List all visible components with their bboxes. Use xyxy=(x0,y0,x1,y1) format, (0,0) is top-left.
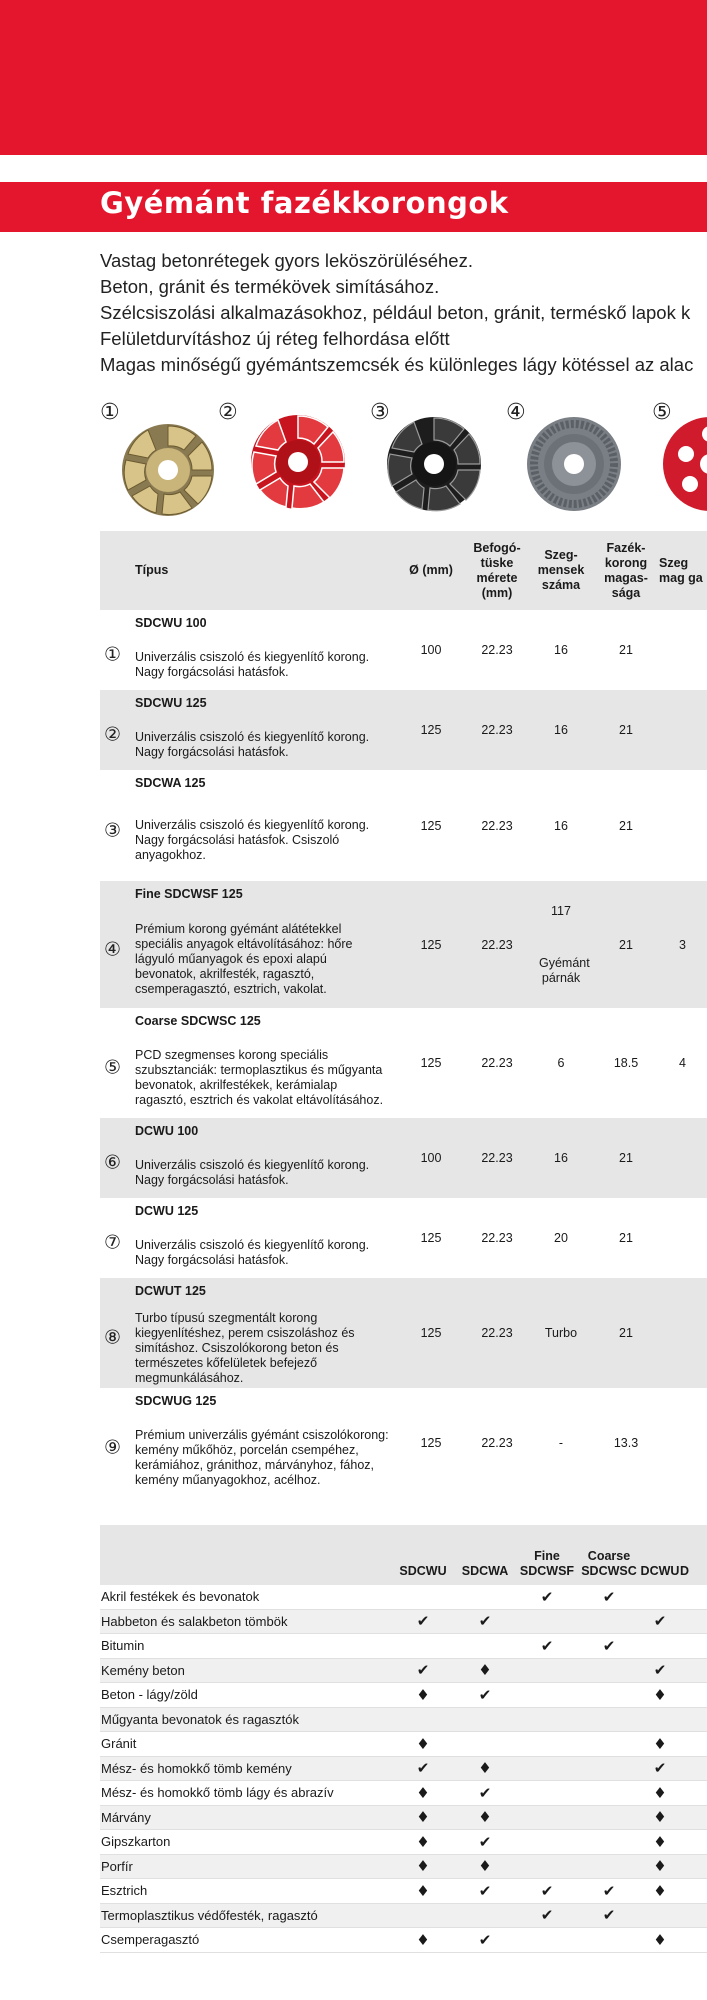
type-cell xyxy=(100,1118,397,1198)
check-icon: ✔ xyxy=(454,1928,516,1953)
product-name: DCWUT 125 xyxy=(135,1284,206,1298)
product-name: DCWU 125 xyxy=(135,1204,199,1218)
empty-cell xyxy=(516,1732,578,1757)
row-number: ⑨ xyxy=(104,1436,122,1459)
segments-cell: 16 xyxy=(554,818,568,833)
empty-cell xyxy=(516,1609,578,1634)
empty-cell xyxy=(680,1928,707,1953)
table-row xyxy=(100,1388,707,1498)
empty-cell xyxy=(516,1683,578,1708)
diamond-icon: ♦ xyxy=(640,1805,680,1830)
check-icon: ✔ xyxy=(392,1756,454,1781)
empty-cell xyxy=(454,1585,516,1609)
intro-line: Magas minőségű gyémántszemcsék és különleges lágy kötéssel az alac xyxy=(100,354,694,375)
empty-cell xyxy=(516,1928,578,1953)
height-cell: 21 xyxy=(619,643,633,657)
check-icon: ✔ xyxy=(392,1658,454,1683)
empty-cell xyxy=(640,1903,680,1928)
spec-body xyxy=(100,610,707,1498)
empty-cell xyxy=(578,1928,640,1953)
check-icon: ✔ xyxy=(578,1903,640,1928)
height-cell: 21 xyxy=(593,690,659,770)
extra-cell xyxy=(659,1198,707,1278)
type-cell xyxy=(100,1388,397,1498)
diamond-icon: ♦ xyxy=(454,1854,516,1879)
diamond-icon: ♦ xyxy=(640,1854,680,1879)
material-label: Mész- és homokkő tömb kemény xyxy=(100,1756,392,1781)
empty-cell xyxy=(680,1854,707,1879)
check-icon: ✔ xyxy=(516,1634,578,1659)
table-row xyxy=(100,1732,707,1757)
empty-cell xyxy=(578,1854,640,1879)
empty-cell xyxy=(516,1781,578,1806)
segments-cell: 16 xyxy=(554,643,568,657)
check-icon: ✔ xyxy=(516,1879,578,1904)
material-label: Esztrich xyxy=(100,1879,392,1904)
empty-cell xyxy=(578,1732,640,1757)
empty-cell xyxy=(680,1609,707,1634)
empty-cell xyxy=(516,1830,578,1855)
product-description: PCD szegmenses korong speciális szubsztanciák: termoplasztikus és műgyanta bevonatok, akrilfestékek, kerámialap ragasztó, esztrich és vakolat eltávolításához. xyxy=(135,1048,384,1107)
diamond-icon: ♦ xyxy=(640,1830,680,1855)
bore-cell: 22.23 xyxy=(465,690,529,770)
diameter-cell: 125 xyxy=(397,690,465,770)
header-segment-height: Szeg mag ga xyxy=(659,531,707,610)
product-description: Univerzális csiszoló és kiegyenlítő korong. Nagy forgácsolási hatásfok. xyxy=(135,650,370,679)
check-icon: ✔ xyxy=(640,1609,680,1634)
header-height: Fazék-korong magas-sága xyxy=(593,531,659,610)
empty-cell xyxy=(680,1658,707,1683)
bore-cell: 22.23 xyxy=(481,1436,513,1450)
empty-cell xyxy=(392,1707,454,1732)
empty-cell xyxy=(680,1903,707,1928)
bore-cell: 22.23 xyxy=(465,881,529,1008)
type-cell xyxy=(100,770,397,881)
check-icon: ✔ xyxy=(454,1830,516,1855)
height-cell: 21 xyxy=(593,881,659,1008)
empty-cell xyxy=(640,1707,680,1732)
empty-cell xyxy=(578,1805,640,1830)
row-number: ⑤ xyxy=(104,1056,122,1079)
disc-number: ④ xyxy=(506,400,526,425)
material-label: Mész- és homokkő tömb lágy és abrazív xyxy=(100,1781,392,1806)
bore-cell: 22.23 xyxy=(481,1056,513,1070)
table-row xyxy=(100,1609,707,1634)
title-bar xyxy=(0,182,707,232)
material-label: Habbeton és salakbeton tömbök xyxy=(100,1609,392,1634)
empty-cell xyxy=(680,1683,707,1708)
segments-value: 117 xyxy=(551,903,571,918)
check-icon: ✔ xyxy=(454,1683,516,1708)
height-cell: 13.3 xyxy=(613,1436,639,1450)
diamond-icon: ♦ xyxy=(392,1732,454,1757)
empty-cell xyxy=(516,1854,578,1879)
disc-number: ③ xyxy=(370,400,390,425)
diamond-icon: ♦ xyxy=(454,1805,516,1830)
extra-cell xyxy=(659,690,707,770)
diameter-cell: 125 xyxy=(397,1278,465,1388)
check-icon: ✔ xyxy=(454,1609,516,1634)
product-description: Univerzális csiszoló és kiegyenlítő korong. Nagy forgácsolási hatásfok. xyxy=(135,1158,370,1187)
type-cell xyxy=(100,1278,397,1388)
gold-cup-wheel-icon xyxy=(118,420,218,520)
header-sdcwa: SDCWA xyxy=(454,1525,516,1585)
product-description: Prémium korong gyémánt alátétekkel speciális anyagok eltávolításához: hőre lágyuló műanyagok és epoxi alapú bevonatok, akrilfesték, ragasztó, csemperagasztó, esztrich, vakolat. xyxy=(135,922,353,996)
material-body xyxy=(100,1585,707,1952)
intro-line: Szélcsiszolási alkalmazásokhoz, például beton, gránit, terméskő lapok k xyxy=(100,302,691,323)
material-label: Kemény beton xyxy=(100,1658,392,1683)
check-icon: ✔ xyxy=(640,1756,680,1781)
diamond-icon: ♦ xyxy=(392,1830,454,1855)
table-row xyxy=(100,1830,707,1855)
empty-cell xyxy=(680,1707,707,1732)
table-row xyxy=(100,1683,707,1708)
table-row xyxy=(100,1008,707,1118)
table-row xyxy=(100,610,707,690)
diameter-cell: 125 xyxy=(420,818,442,833)
table-row xyxy=(100,1278,707,1388)
table-row xyxy=(100,881,707,1008)
empty-cell xyxy=(392,1903,454,1928)
check-icon: ✔ xyxy=(454,1879,516,1904)
empty-cell xyxy=(516,1756,578,1781)
empty-cell xyxy=(454,1903,516,1928)
table-row xyxy=(100,1928,707,1953)
segments-cell: - xyxy=(558,1436,564,1450)
header-coarse-sdcwsc: Coarse SDCWSC xyxy=(578,1525,640,1585)
material-label: Bitumin xyxy=(100,1634,392,1659)
height-cell: 18.5 xyxy=(613,1056,639,1070)
extra-cell xyxy=(659,1118,707,1198)
grey-pcd-cup-wheel-icon xyxy=(524,414,624,514)
type-cell xyxy=(100,881,397,1008)
product-name: DCWU 100 xyxy=(135,1124,199,1138)
bore-cell: 22.23 xyxy=(465,1118,529,1198)
product-name: SDCWU 125 xyxy=(135,696,207,710)
empty-cell xyxy=(680,1879,707,1904)
segments-cell: 16 xyxy=(529,690,593,770)
row-number: ⑥ xyxy=(104,1151,122,1174)
table-row xyxy=(100,770,707,881)
diamond-icon: ♦ xyxy=(640,1683,680,1708)
empty-cell xyxy=(578,1658,640,1683)
check-icon: ✔ xyxy=(578,1879,640,1904)
segments-cell xyxy=(529,881,593,1008)
check-icon: ✔ xyxy=(640,1658,680,1683)
header-sdcwu: SDCWU xyxy=(392,1525,454,1585)
table-row xyxy=(100,1658,707,1683)
disc-gallery xyxy=(0,400,707,530)
product-description: Univerzális csiszoló és kiegyenlítő korong. Nagy forgácsolási hatásfok. xyxy=(135,1238,370,1267)
check-icon: ✔ xyxy=(516,1585,578,1609)
empty-cell xyxy=(578,1756,640,1781)
table-row xyxy=(100,1854,707,1879)
empty-cell xyxy=(578,1609,640,1634)
segments-note: Gyémánt párnák xyxy=(539,955,590,985)
diameter-cell: 125 xyxy=(397,881,465,1008)
empty-cell xyxy=(392,1585,454,1609)
header-segments: Szeg-mensek száma xyxy=(529,531,593,610)
type-cell xyxy=(100,1008,397,1118)
diamond-icon: ♦ xyxy=(454,1756,516,1781)
diamond-icon: ♦ xyxy=(392,1683,454,1708)
row-number: ③ xyxy=(104,818,122,841)
table-row xyxy=(100,1879,707,1904)
empty-cell xyxy=(578,1683,640,1708)
type-cell xyxy=(100,610,397,690)
check-icon: ✔ xyxy=(578,1634,640,1659)
product-name: SDCWA 125 xyxy=(135,776,206,790)
empty-cell xyxy=(680,1830,707,1855)
segments-cell: 16 xyxy=(529,1118,593,1198)
diamond-icon: ♦ xyxy=(454,1658,516,1683)
bore-cell: 22.23 xyxy=(481,818,513,833)
diameter-cell: 125 xyxy=(420,1056,442,1070)
empty-cell xyxy=(454,1707,516,1732)
empty-cell xyxy=(454,1732,516,1757)
product-description: Turbo típusú szegmentált korong kiegyenlítéshez, perem csiszoláshoz és simításhoz. Csiszolókorong beton és természetes kőfelületek befejező megmunkálásához. xyxy=(135,1310,355,1385)
table-row xyxy=(100,1634,707,1659)
material-label: Műgyanta bevonatok és ragasztók xyxy=(100,1707,392,1732)
product-description: Univerzális csiszoló és kiegyenlítő korong. Nagy forgácsolási hatásfok. Csiszoló anyagokhoz. xyxy=(135,818,370,862)
header-material xyxy=(100,1525,392,1585)
product-name: SDCWUG 125 xyxy=(135,1394,217,1408)
material-label: Akril festékek és bevonatok xyxy=(100,1585,392,1609)
segments-cell: Turbo xyxy=(529,1278,593,1388)
height-cell: 21 xyxy=(593,1118,659,1198)
empty-cell xyxy=(680,1805,707,1830)
check-icon: ✔ xyxy=(454,1781,516,1806)
type-cell xyxy=(100,1198,397,1278)
table-row xyxy=(100,1903,707,1928)
empty-cell xyxy=(578,1830,640,1855)
height-cell: 21 xyxy=(619,1231,633,1245)
check-icon: ✔ xyxy=(516,1903,578,1928)
empty-cell xyxy=(640,1634,680,1659)
product-description: Prémium univerzális gyémánt csiszolókorong: kemény műkőhöz, porcelán csempéhez, kerámiához, gránithoz, márványhoz, fához, kemény műanyagokhoz, acélhoz. xyxy=(135,1428,389,1487)
empty-cell xyxy=(516,1805,578,1830)
extra-cell xyxy=(659,1278,707,1388)
row-number: ② xyxy=(104,723,122,746)
table-row xyxy=(100,1198,707,1278)
header-type: Típus xyxy=(100,531,397,610)
height-cell: 21 xyxy=(593,1278,659,1388)
table-row xyxy=(100,1781,707,1806)
material-table xyxy=(100,1525,707,1953)
top-red-band xyxy=(0,0,707,155)
product-name: Coarse SDCWSC 125 xyxy=(135,1014,261,1028)
check-icon: ✔ xyxy=(578,1585,640,1609)
intro-text xyxy=(100,248,700,378)
header-diameter: Ø (mm) xyxy=(397,531,465,610)
empty-cell xyxy=(680,1781,707,1806)
empty-cell xyxy=(578,1707,640,1732)
row-number: ① xyxy=(104,643,122,666)
header-d: D xyxy=(680,1525,707,1585)
row-number: ⑦ xyxy=(104,1231,122,1254)
red-turbo-cup-wheel-icon xyxy=(660,414,707,514)
page-title: Gyémánt fazékkorongok xyxy=(100,186,509,220)
spec-header-row xyxy=(100,531,707,610)
product-name: SDCWU 100 xyxy=(135,616,207,630)
diameter-cell: 125 xyxy=(420,1231,442,1245)
diamond-icon: ♦ xyxy=(392,1781,454,1806)
header-bore: Befogó-tüske mérete (mm) xyxy=(465,531,529,610)
table-row xyxy=(100,1585,707,1609)
disc-number: ⑤ xyxy=(652,400,672,425)
material-label: Márvány xyxy=(100,1805,392,1830)
diameter-cell: 125 xyxy=(420,1436,442,1450)
disc-number: ② xyxy=(218,400,238,425)
empty-cell xyxy=(516,1658,578,1683)
bore-cell: 22.23 xyxy=(481,643,513,657)
diamond-icon: ♦ xyxy=(640,1781,680,1806)
header-dcwu: DCWU xyxy=(640,1525,680,1585)
height-cell: 21 xyxy=(619,818,633,833)
extra-cell xyxy=(659,610,707,690)
extra-cell xyxy=(659,1388,707,1498)
diamond-icon: ♦ xyxy=(640,1928,680,1953)
header-fine-sdcwsf: Fine SDCWSF xyxy=(516,1525,578,1585)
table-row xyxy=(100,690,707,770)
empty-cell xyxy=(578,1781,640,1806)
material-label: Csemperagasztó xyxy=(100,1928,392,1953)
bore-cell: 22.23 xyxy=(465,1278,529,1388)
extra-cell: 3 xyxy=(659,881,707,1008)
extra-cell xyxy=(659,770,707,881)
type-cell xyxy=(100,690,397,770)
product-description: Univerzális csiszoló és kiegyenlítő korong. Nagy forgácsolási hatásfok. xyxy=(135,730,370,759)
diamond-icon: ♦ xyxy=(392,1928,454,1953)
material-label: Gránit xyxy=(100,1732,392,1757)
diameter-cell: 100 xyxy=(420,643,442,657)
bore-cell: 22.23 xyxy=(481,1231,513,1245)
diamond-icon: ♦ xyxy=(640,1732,680,1757)
empty-cell xyxy=(454,1634,516,1659)
diameter-cell: 100 xyxy=(397,1118,465,1198)
check-icon: ✔ xyxy=(392,1609,454,1634)
empty-cell xyxy=(680,1585,707,1609)
intro-line: Felületdurvításhoz új réteg felhordása előtt xyxy=(100,328,450,349)
black-cup-wheel-icon xyxy=(384,414,484,514)
intro-line: Beton, gránit és termékövek simításához. xyxy=(100,276,440,297)
material-label: Gipszkarton xyxy=(100,1830,392,1855)
empty-cell xyxy=(516,1707,578,1732)
material-label: Termoplasztikus védőfesték, ragasztó xyxy=(100,1903,392,1928)
empty-cell xyxy=(680,1756,707,1781)
table-row xyxy=(100,1756,707,1781)
red-cup-wheel-icon xyxy=(248,412,348,512)
empty-cell xyxy=(392,1634,454,1659)
row-number: ④ xyxy=(104,937,122,960)
spec-table xyxy=(100,531,707,1498)
diamond-icon: ♦ xyxy=(640,1879,680,1904)
empty-cell xyxy=(680,1634,707,1659)
product-name: Fine SDCWSF 125 xyxy=(135,887,243,901)
diamond-icon: ♦ xyxy=(392,1879,454,1904)
diamond-icon: ♦ xyxy=(392,1854,454,1879)
diamond-icon: ♦ xyxy=(392,1805,454,1830)
segments-cell: 6 xyxy=(557,1056,565,1070)
disc-number: ① xyxy=(100,400,120,425)
table-row xyxy=(100,1707,707,1732)
material-label: Porfír xyxy=(100,1854,392,1879)
empty-cell xyxy=(680,1732,707,1757)
row-number: ⑧ xyxy=(104,1326,122,1349)
table-row xyxy=(100,1118,707,1198)
material-header-row xyxy=(100,1525,707,1585)
empty-cell xyxy=(640,1585,680,1609)
table-row xyxy=(100,1805,707,1830)
extra-cell: 4 xyxy=(679,1056,686,1070)
intro-line: Vastag betonrétegek gyors leköszörüléséhez. xyxy=(100,250,473,271)
segments-cell: 20 xyxy=(554,1231,568,1245)
material-label: Beton - lágy/zöld xyxy=(100,1683,392,1708)
